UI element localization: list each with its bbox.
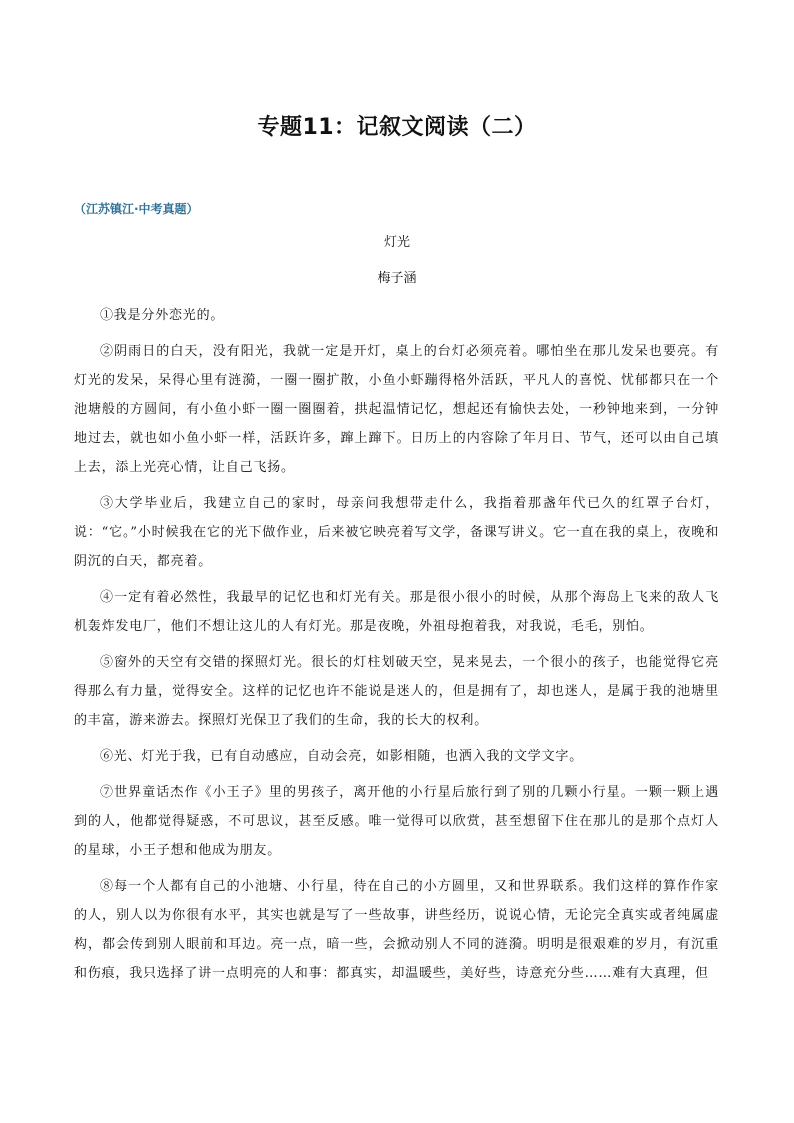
essay-body — [74, 301, 719, 995]
paragraph-6: ⑥光、灯光于我，已有自动感应，自动会亮，如影相随，也洒入我的文学文字。 — [100, 749, 584, 764]
essay-author: 梅子涵 — [377, 271, 417, 286]
paragraph-4: ④一定有着必然性，我最早的记忆也和灯光有关。那是很小很小的时候，从那个海岛上飞来的敌人飞机轰炸发电厂，他们不想让这儿的人有灯光。那是夜晚，外祖母抱着我，对我说，毛毛，别怕。 — [74, 590, 719, 634]
essay-title: 灯光 — [383, 235, 410, 250]
paragraph-5: ⑤窗外的天空有交错的探照灯光。很长的灯柱划破天空，晃来晃去，一个很小的孩子，也能觉得它亮得那么有力量，觉得安全。这样的记忆也许不能说是迷人的，但是拥有了，却也迷人，是属于我的池塘里的丰富，游来游去。探照灯光保卫了我们的生命，我的长大的权利。 — [74, 655, 719, 728]
paragraph-8: ⑧每一个人都有自己的小池塘、小行星，待在自己的小方圆里，又和世界联系。我们这样的算作作家的人，别人以为你很有水平，其实也就是写了一些故事，讲些经历，说说心情，无论完全真实或者纯属虚构，都会传到别人眼前和耳边。亮一点，暗一些，会掀动别人不同的涟漪。明明是很艰难的岁月，有沉重和伤痕，我只选择了讲一点明亮的人和事：都真实，却温暖些，美好些，诗意充分些……难有大真理，但 — [74, 879, 719, 981]
question-source-label: （江苏镇江·中考真题） — [74, 202, 199, 216]
document-title: 专题11：记叙文阅读（二） — [257, 115, 537, 140]
paragraph-2: ②阴雨日的白天，没有阳光，我就一定是开灯，桌上的台灯必须亮着。哪怕坐在那儿发呆也要亮。有灯光的发呆，呆得心里有涟漪，一圈一圈扩散，小鱼小虾蹦得格外活跃，平凡人的喜悦、忧郁都只在一个池塘般的方圆间，有小鱼小虾一圈一圈圈着，拱起温情记忆，想起还有愉快去处，一秒钟地来到，一分钟地过去，就也如小鱼小虾一样，活跃许多，蹿上蹿下。日历上的内容除了年月日、节气，还可以由自己填上去，添上光亮心情，让自己飞扬。 — [74, 344, 719, 475]
paragraph-1: ①我是分外恋光的。 — [100, 308, 225, 323]
paragraph-7: ⑦世界童话杰作《小王子》里的男孩子，离开他的小行星后旅行到了别的几颗小行星。一颗一颗上遇到的人，他都觉得疑惑，不可思议，甚至反感。唯一觉得可以欣赏，甚至想留下住在那儿的是那个点灯人的星球，小王子想和他成为朋友。 — [74, 785, 719, 858]
paragraph-3: ③大学毕业后，我建立自己的家时，母亲问我想带走什么，我指着那盏年代已久的红罩子台灯，说：“它。”小时候我在它的光下做作业，后来被它映亮着写文学，备课写讲义。它一直在我的桌上，夜晚和阴沉的白天，都亮着。 — [74, 496, 719, 569]
